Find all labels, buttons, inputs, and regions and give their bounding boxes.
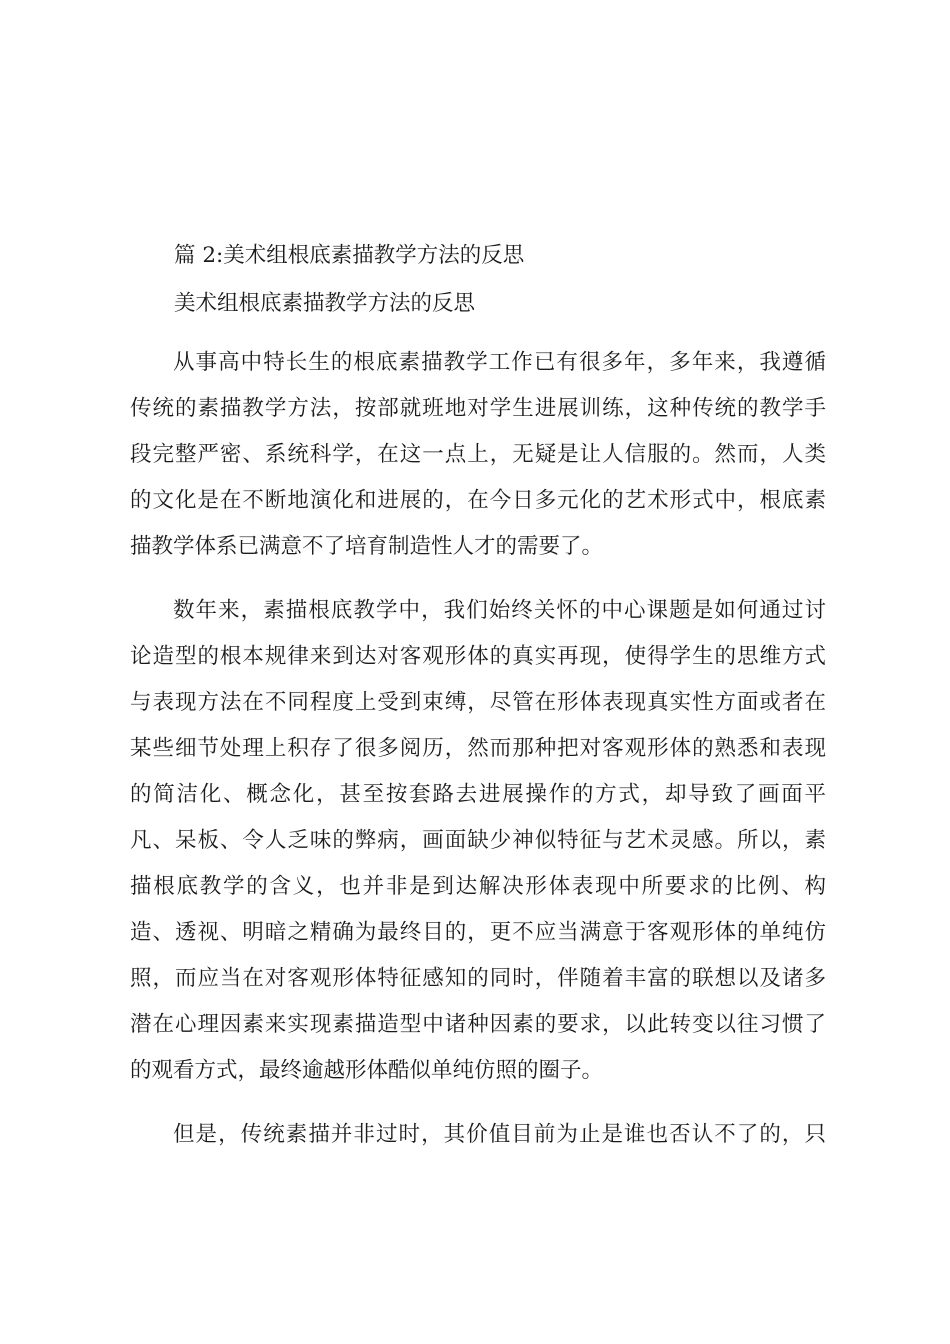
text-line: 段完整严密、系统科学，在这一点上，无疑是让人信服的。然而，人类 (130, 442, 826, 467)
paragraph-3 (130, 1112, 830, 1158)
text-line: 描教学体系已满意不了培育制造性人才的需要了。 (130, 534, 604, 559)
text-line: 传统的素描教学方法，按部就班地对学生进展训练，这种传统的教学手 (130, 396, 826, 421)
text-line: 照，而应当在对客观形体特征感知的同时，伴随着丰富的联想以及诸多 (130, 966, 826, 991)
text-line: 潜在心理因素来实现素描造型中诸种因素的要求，以此转变以往习惯了 (130, 1012, 826, 1037)
text-line: 的文化是在不断地演化和进展的，在今日多元化的艺术形式中，根底素 (130, 488, 826, 513)
text-line: 凡、呆板、令人乏味的弊病，画面缺少神似特征与艺术灵感。所以，素 (130, 828, 826, 853)
text-line: 但是，传统素描并非过时，其价值目前为止是谁也否认不了的，只 (173, 1122, 826, 1147)
text-line: 造、透视、明暗之精确为最终目的，更不应当满意于客观形体的单纯仿 (130, 920, 826, 945)
article-title: 美术组根底素描教学方法的反思 (174, 291, 476, 316)
text-line: 数年来，素描根底教学中，我们始终关怀的中心课题是如何通过讨 (173, 598, 826, 623)
text-line: 从事高中特长生的根底素描教学工作已有很多年，多年来，我遵循 (173, 350, 826, 375)
text-line: 某些细节处理上积存了很多阅历，然而那种把对客观形体的熟悉和表现 (130, 736, 826, 761)
document-page (130, 232, 830, 1176)
text-line: 论造型的根本规律来到达对客观形体的真实再现，使得学生的思维方式 (130, 644, 826, 669)
text-line: 的简洁化、概念化，甚至按套路去进展操作的方式，却导致了画面平 (130, 782, 826, 807)
text-line: 的观看方式，最终逾越形体酷似单纯仿照的圈子。 (130, 1058, 604, 1083)
paragraph-2 (130, 588, 830, 1094)
paragraph-1 (130, 340, 830, 570)
text-line: 与表现方法在不同程度上受到束缚，尽管在形体表现真实性方面或者在 (130, 690, 826, 715)
text-line: 描根底教学的含义，也并非是到达解决形体表现中所要求的比例、构 (130, 874, 826, 899)
section-heading: 篇 2:美术组根底素描教学方法的反思 (174, 243, 525, 268)
